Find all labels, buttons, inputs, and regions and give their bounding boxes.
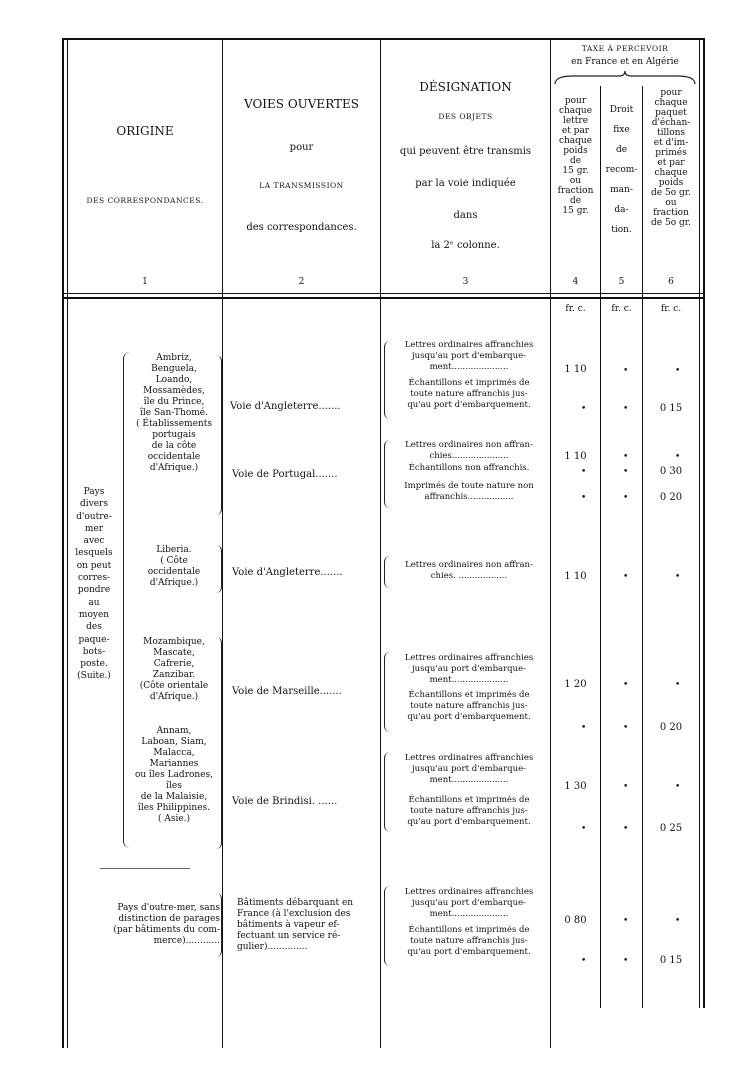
blank-mark: • (675, 782, 681, 792)
col-number-5: 5 (618, 277, 625, 287)
blank-mark: • (623, 680, 629, 690)
value-r8: 0 20 (659, 722, 683, 733)
desig-5a: Lettres ordinaires affranchies jusqu'au port d'embarque- ment..................... (404, 753, 534, 785)
origin-asia: Annam, Laboan, Siam, Malacca, Mariannes ou îles Ladrones, îles de la Malaisie, îles Philippines. ( Asie.) (134, 726, 214, 824)
designation-heading: DÉSIGNATION (419, 80, 512, 94)
blank-mark: • (675, 366, 681, 376)
value-r7: 1 20 (564, 679, 587, 690)
col-number-6: 6 (668, 277, 674, 287)
desig-6b: Échantillons et imprimés de toute nature affranchis jus- qu'au port d'embarquement. (407, 925, 531, 957)
blank-mark: • (675, 916, 681, 926)
section-rule (100, 868, 190, 869)
taxe-subheading: en France et en Algérie (571, 57, 679, 67)
desig-1a: Lettres ordinaires affranchies jusqu'au port d'embarque- ment..................... (404, 340, 534, 372)
header-rule-1 (64, 293, 704, 294)
desig-2a: Lettres ordinaires non affran- chies..................... (405, 440, 533, 461)
frame-right-inner (699, 38, 700, 1008)
value-r10: 0 25 (659, 823, 683, 834)
value-r9: 1 30 (564, 781, 587, 792)
blank-mark: • (623, 493, 629, 503)
group-label: Pays divers d'outre- mer avec lesquels on peut corres- pondre au moyen des paque- bots- poste. (Suite.) (75, 487, 113, 682)
designation-line2: par la voie indiquée (415, 178, 516, 189)
blank-mark: • (581, 404, 587, 414)
desig-1b: Échantillons et imprimés de toute nature affranchis jus- qu'au port d'embarquement. (407, 378, 531, 410)
unit-col5: fr. c. (611, 304, 632, 314)
origin-east-africa: Mozambique, Mascate, Cafrerie, Zanzibar. (Côte orientale d'Afrique.) (139, 637, 209, 702)
voies-pour: pour (289, 142, 314, 153)
unit-col6: fr. c. (660, 304, 682, 314)
blank-mark: • (623, 467, 629, 477)
unit-col4: fr. c. (565, 304, 586, 314)
origin-brace-4 (216, 893, 222, 957)
blank-mark: • (623, 956, 629, 966)
blank-mark: • (623, 723, 629, 733)
blank-mark: • (623, 824, 629, 834)
voie-brindisi: Voie de Brindisi. ...... (232, 796, 338, 807)
value-r12: 0 15 (659, 955, 683, 966)
taxe-brace (553, 70, 697, 86)
designation-line4: la 2ᵉ colonne. (431, 240, 500, 251)
value-r11: 0 80 (564, 915, 587, 926)
value-r1: 1 10 (564, 364, 587, 375)
designation-line3: dans (453, 210, 478, 221)
origin-overseas-commerce: Pays d'outre-mer, sans distinction de parages (par bâtiments du com- merce)............ (113, 903, 220, 946)
voie-angleterre-2: Voie d'Angleterre....... (232, 567, 343, 578)
blank-mark: • (581, 956, 587, 966)
desig-4b: Échantillons et imprimés de toute nature affranchis jus- qu'au port d'embarquement. (407, 690, 531, 722)
value-r4: 0 30 (659, 466, 683, 477)
value-r2: 0 15 (659, 403, 683, 414)
voie-marseille: Voie de Marseille....... (232, 686, 342, 697)
col6-heading: pour chaque paquet d'échan- tillons et d'im- primés et par chaque poids de 5o gr. ou fraction de 5o gr. (651, 88, 691, 228)
voie-batiments: Bâtiments débarquant en France (à l'exclusion des bâtiments à vapeur ef- fectuant un service ré- gulier).............. (237, 898, 354, 952)
header-rule-2 (64, 297, 704, 299)
blank-mark: • (623, 452, 629, 462)
col-number-4: 4 (572, 277, 579, 287)
blank-mark: • (675, 452, 681, 462)
frame-right-outer (703, 38, 705, 1008)
desig-6a: Lettres ordinaires affranchies jusqu'au port d'embarque- ment..................... (404, 887, 534, 919)
blank-mark: • (581, 493, 587, 503)
origine-heading: ORIGINE (116, 124, 174, 138)
blank-mark: • (623, 404, 629, 414)
blank-mark: • (623, 572, 629, 582)
col5-heading: Droit fixe de recom- man- da- tion. (605, 105, 638, 235)
blank-mark: • (675, 680, 681, 690)
blank-mark: • (581, 723, 587, 733)
desig-2c: Imprimés de toute nature non affranchis................. (404, 481, 534, 502)
blank-mark: • (623, 366, 629, 376)
value-r3: 1 10 (564, 451, 587, 462)
blank-mark: • (623, 782, 629, 792)
blank-mark: • (581, 824, 587, 834)
designation-line1: qui peuvent être transmis (399, 146, 532, 157)
desig-2b: Échantillons non affranchis. (408, 463, 530, 473)
origin-brace-2 (216, 545, 222, 593)
value-r5: 0 20 (659, 492, 683, 503)
desig-5b: Échantillons et imprimés de toute nature affranchis jus- qu'au port d'embarquement. (407, 795, 531, 827)
voies-transmission: LA TRANSMISSION (259, 181, 344, 190)
blank-mark: • (581, 467, 587, 477)
voie-portugal: Voie de Portugal....... (232, 469, 338, 480)
origin-portugal-colonies: Ambriz, Benguela, Loando, Mossamèdes, île du Prince, île San-Thomé. ( Établissements portugais de la côte occidentale d'Afrique.) (136, 353, 212, 473)
blank-mark: • (623, 916, 629, 926)
voie-angleterre-1: Voie d'Angleterre....... (230, 401, 341, 412)
voies-correspondances: des correspondances. (246, 222, 357, 233)
col4-heading: pour chaque lettre et par chaque poids de 15 gr. ou fraction de 15 gr. (557, 96, 594, 216)
origin-brace-1 (216, 355, 222, 515)
designation-objets: DES OBJETS (438, 112, 493, 121)
origine-subheading: DES CORRESPONDANCES. (86, 196, 204, 205)
taxe-heading: TAXE À PERCEVOIR (581, 44, 669, 53)
col-sep-2 (380, 38, 381, 1048)
col-number-2: 2 (298, 277, 305, 287)
col-number-1: 1 (142, 277, 148, 287)
header-top-rule (64, 38, 704, 40)
col-number-3: 3 (462, 277, 469, 287)
value-r6: 1 10 (564, 571, 587, 582)
desig-4a: Lettres ordinaires affranchies jusqu'au port d'embarque- ment..................... (404, 653, 534, 685)
frame-left-outer (62, 38, 64, 1048)
origin-liberia: Liberia. ( Côte occidentale d'Afrique.) (147, 545, 201, 588)
origin-brace-3 (216, 637, 222, 849)
blank-mark: • (675, 572, 681, 582)
desig-3: Lettres ordinaires non affran- chies. .................. (405, 560, 533, 581)
voies-heading: VOIES OUVERTES (243, 97, 359, 111)
